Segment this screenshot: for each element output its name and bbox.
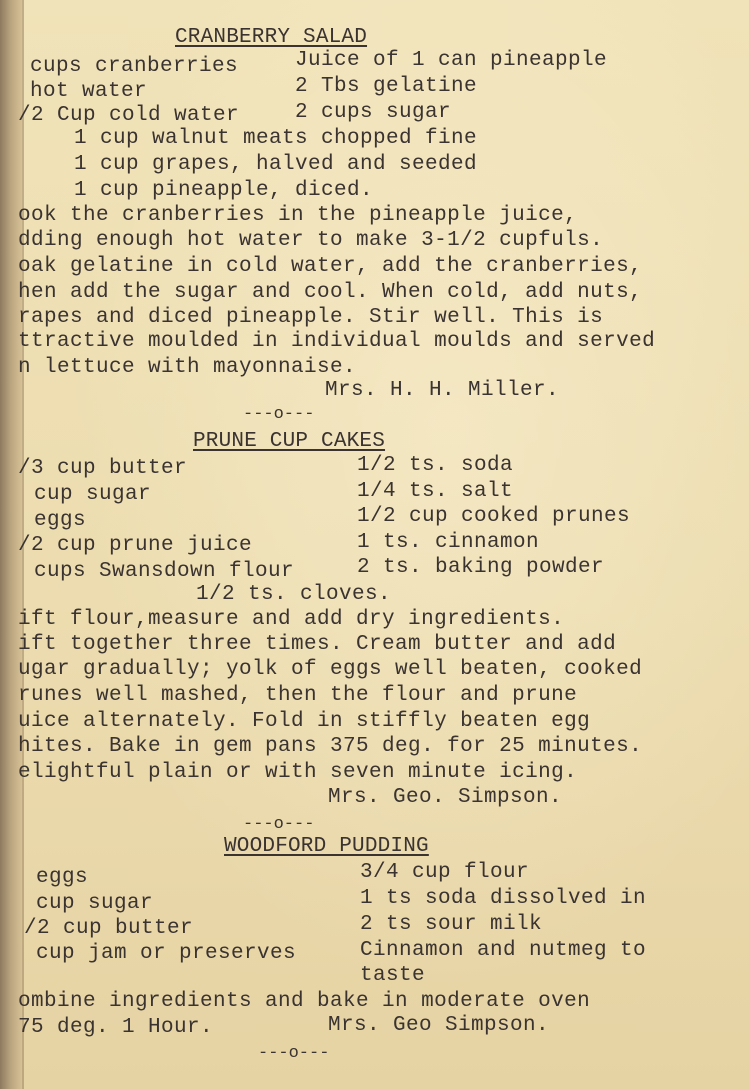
ingredient-line: 1/2 ts. soda	[357, 454, 514, 477]
ingredient-line: /2 Cup cold water	[18, 104, 240, 127]
ingredient-line: 1/2 cup cooked prunes	[357, 505, 631, 528]
direction-line: elightful plain or with seven minute icing.	[18, 761, 578, 784]
direction-line: hen add the sugar and cool. When cold, add nuts,	[18, 281, 643, 304]
recipe-author: Mrs. H. H. Miller.	[325, 379, 560, 402]
direction-line: dding enough hot water to make 3-1/2 cupfuls.	[18, 229, 604, 252]
section-separator: ---o---	[258, 1044, 330, 1063]
ingredient-line: eggs	[36, 866, 89, 889]
direction-line: ugar gradually; yolk of eggs well beaten, cooked	[18, 658, 643, 681]
recipe-title-prune-cup-cakes: PRUNE CUP CAKES	[193, 430, 386, 453]
direction-line: 75 deg. 1 Hour.	[18, 1016, 214, 1039]
ingredient-line: 1 cup grapes, halved and seeded	[74, 153, 478, 176]
direction-line: ttractive moulded in individual moulds and served	[18, 330, 656, 353]
direction-line: rapes and diced pineapple. Stir well. This is	[18, 306, 604, 329]
recipe-author: Mrs. Geo. Simpson.	[328, 786, 563, 809]
direction-line: n lettuce with mayonnaise.	[18, 356, 357, 379]
ingredient-line: 1/4 ts. salt	[357, 480, 514, 503]
ingredient-line: cup sugar	[36, 892, 154, 915]
recipe-title-cranberry-salad: CRANBERRY SALAD	[175, 26, 368, 49]
ingredient-line: 1/2 ts. cloves.	[196, 583, 392, 606]
ingredient-line: hot water	[30, 80, 148, 103]
direction-line: ombine ingredients and bake in moderate oven	[18, 990, 591, 1013]
section-separator: ---o---	[243, 815, 315, 834]
ingredient-line: 1 ts soda dissolved in	[360, 887, 647, 910]
direction-line: runes well mashed, then the flour and prune	[18, 684, 578, 707]
ingredient-line: Juice of 1 can pineapple	[295, 49, 608, 72]
ingredient-line: cups cranberries	[30, 55, 239, 78]
section-separator: ---o---	[243, 405, 315, 424]
ingredient-line: 1 cup pineapple, diced.	[74, 179, 374, 202]
ingredient-line: 2 ts. baking powder	[357, 556, 605, 579]
ingredient-line: 3/4 cup flour	[360, 861, 530, 884]
ingredient-line: 2 Tbs gelatine	[295, 75, 478, 98]
ingredient-line: /2 cup butter	[24, 917, 194, 940]
ingredient-line: 2 cups sugar	[295, 101, 452, 124]
ingredient-line: 2 ts sour milk	[360, 913, 543, 936]
ingredient-line: cups Swansdown flour	[34, 560, 295, 583]
recipe-author: Mrs. Geo Simpson.	[328, 1014, 550, 1037]
ingredient-line: Cinnamon and nutmeg to	[360, 939, 647, 962]
ingredient-line: eggs	[34, 509, 87, 532]
direction-line: uice alternately. Fold in stiffly beaten egg	[18, 710, 591, 733]
direction-line: ift flour,measure and add dry ingredients.	[18, 608, 565, 631]
recipe-title-woodford-pudding: WOODFORD PUDDING	[224, 835, 429, 858]
ingredient-line: 1 ts. cinnamon	[357, 531, 540, 554]
ingredient-line: 1 cup walnut meats chopped fine	[74, 127, 478, 150]
direction-line: oak gelatine in cold water, add the cranberries,	[18, 255, 643, 278]
ingredient-line: taste	[360, 964, 426, 987]
direction-line: ift together three times. Cream butter and add	[18, 633, 617, 656]
direction-line: ook the cranberries in the pineapple juice,	[18, 204, 578, 227]
ingredient-line: /2 cup prune juice	[18, 534, 253, 557]
direction-line: hites. Bake in gem pans 375 deg. for 25 minutes.	[18, 735, 643, 758]
ingredient-line: cup jam or preserves	[36, 942, 297, 965]
ingredient-line: /3 cup butter	[18, 457, 188, 480]
ingredient-line: cup sugar	[34, 483, 152, 506]
